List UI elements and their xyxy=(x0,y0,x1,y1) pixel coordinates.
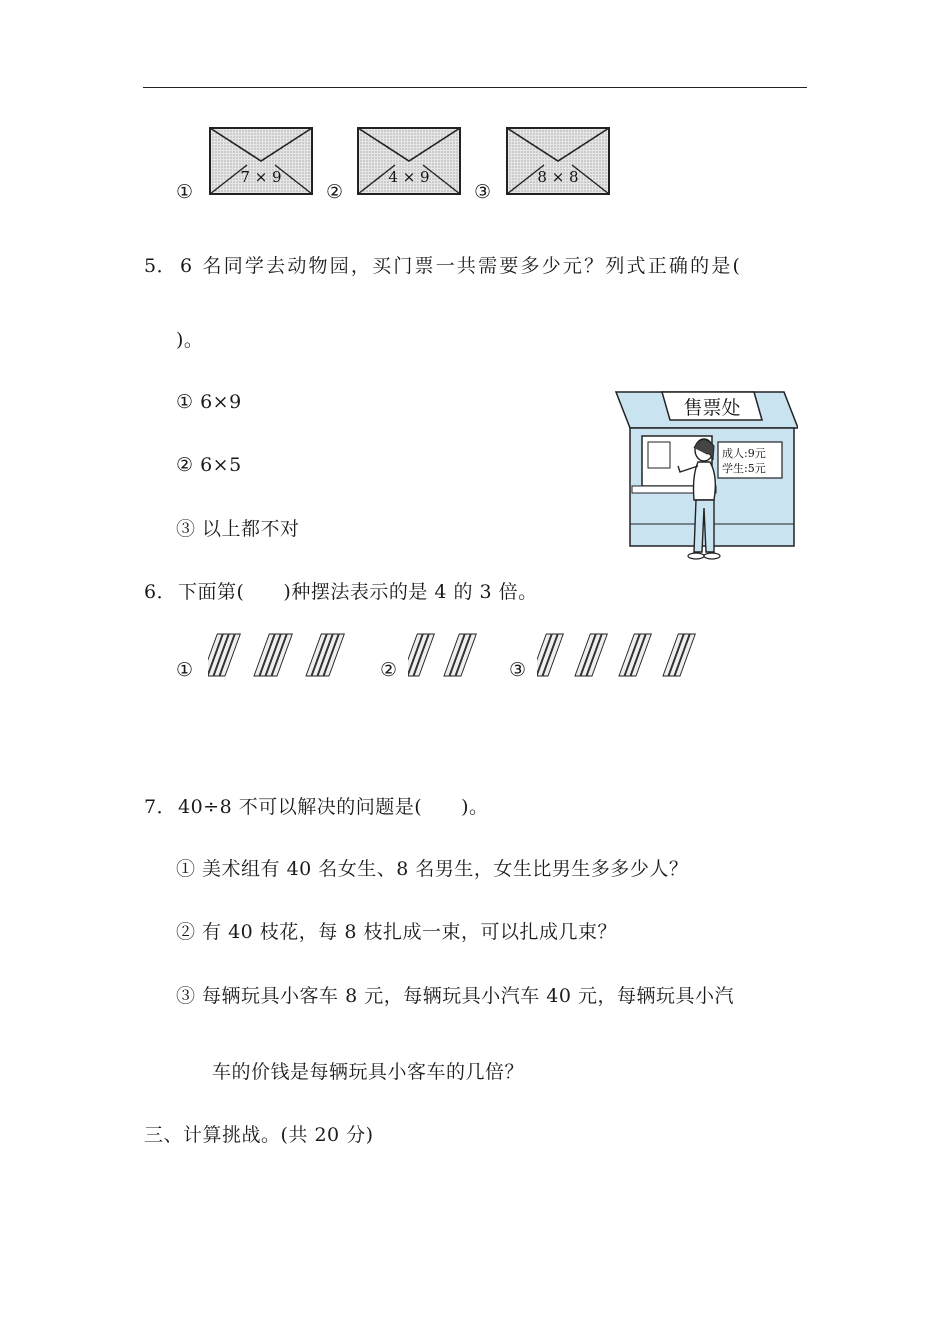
q4-envelope-1-label: 7 × 9 xyxy=(240,168,282,186)
q5-stem-line1: 6 名同学去动物园，买门票一共需要多少元？列式正确的是( xyxy=(180,255,743,277)
q5-option-3[interactable]: ③ 以上都不对 xyxy=(176,518,300,540)
q4-envelope-3 xyxy=(506,127,610,195)
q7-number: 7． xyxy=(144,796,177,818)
section-3-title: 三、计算挑战。(共 20 分) xyxy=(144,1124,374,1146)
q6-option-2-mark[interactable]: ② xyxy=(380,659,398,681)
q7-option-3-line2: 车的价钱是每辆玩具小客车的几倍？ xyxy=(212,1061,525,1083)
ticket-booth-illustration xyxy=(614,388,798,568)
booth-sign-text: 售票处 xyxy=(683,397,741,419)
q6-sticks-option-2 xyxy=(408,632,504,678)
q6-sticks-option-3 xyxy=(537,632,721,678)
q4-envelope-3-label: 8 × 8 xyxy=(537,168,579,186)
q5-option-2[interactable]: ② 6×5 xyxy=(176,454,242,476)
q6-sticks-option-1 xyxy=(208,632,368,678)
q6-number: 6． xyxy=(144,581,177,603)
q7-option-1[interactable]: ① 美术组有 40 名女生、8 名男生，女生比男生多多少人？ xyxy=(176,858,689,880)
q7-option-3-line1[interactable]: ③ 每辆玩具小客车 8 元，每辆玩具小汽车 40 元，每辆玩具小汽 xyxy=(176,985,734,1007)
q4-option-1-mark[interactable]: ① xyxy=(176,181,194,203)
q4-envelope-1 xyxy=(209,127,313,195)
booth-price-student: 学生:5元 xyxy=(722,462,766,475)
q6-option-3-mark[interactable]: ③ xyxy=(509,659,527,681)
q4-option-3-mark[interactable]: ③ xyxy=(474,181,492,203)
q5-option-1[interactable]: ① 6×9 xyxy=(176,391,242,413)
q6-option-1-mark[interactable]: ① xyxy=(176,659,194,681)
booth-price-adult: 成人:9元 xyxy=(722,447,766,460)
q4-envelope-2-label: 4 × 9 xyxy=(388,168,430,186)
q4-envelope-2 xyxy=(357,127,461,195)
q4-option-2-mark[interactable]: ② xyxy=(326,181,344,203)
q6-stem: 下面第( )种摆法表示的是 4 的 3 倍。 xyxy=(178,581,538,603)
q7-stem: 40÷8 不可以解决的问题是( )。 xyxy=(178,796,489,818)
q5-number: 5． xyxy=(144,255,177,277)
header-rule xyxy=(143,87,807,88)
q7-option-2[interactable]: ② 有 40 枝花，每 8 枝扎成一束，可以扎成几束？ xyxy=(176,921,617,943)
q5-stem-line2: )。 xyxy=(176,329,204,351)
